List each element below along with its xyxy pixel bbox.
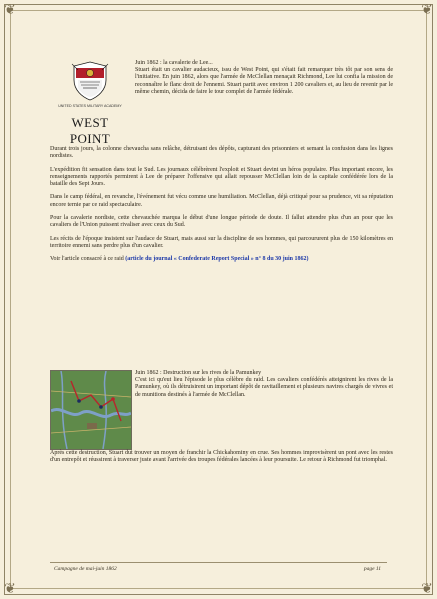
logo-brand-text: WEST POINT <box>69 115 111 146</box>
article-link[interactable]: (article du journal « Confederate Report Special » n° 8 du 30 juin 1862) <box>125 256 309 263</box>
intro-paragraph: Stuart était un cavalier audacieux, issu de West Point, qui s'était fait remarquer très tôt par son sens de l'initiative. En juin 1862, alors que l'armée de McClellan menaçait Richmond, Lee lui confia la mission de reconnaître le flanc droit de l'ennemi. Stuart partit avec environ 1 200 cavaliers et, au lieu de revenir par le même chemin, décida de faire le tour complet de l'armée fédérale. <box>135 67 393 95</box>
paragraph: Durant trois jours, la colonne chevaucha sans relâche, détruisant des dépôts, capturant des prisonniers et semant la confusion dans les lignes nordistes. <box>50 146 393 160</box>
raid-section <box>135 370 393 399</box>
paragraph: Les récits de l'époque insistent sur l'audace de Stuart, mais aussi sur la discipline de ses hommes, qui parcoururent plus de 150 kilomètres en territoire ennemi sans perdre plus d'un cavalier. <box>50 235 393 249</box>
corner-ornament-icon: ❦ <box>421 2 433 18</box>
footer-rule <box>50 562 387 563</box>
logo-org-text: UNITED STATES MILITARY ACADEMY <box>58 104 122 108</box>
corner-ornament-icon: ❦ <box>421 581 433 597</box>
section-text: C'est ici qu'eut lieu l'épisode le plus célèbre du raid. Les cavaliers confédérés atteignirent les rives de la Pamunkey, où ils détruisirent un important dépôt de ravitaillement et plusieurs navires chargés de vivres et de munitions destinés à l'armée de McClellan. <box>135 377 393 398</box>
paragraph: Dans le camp fédéral, en revanche, l'événement fut vécu comme une humiliation. McClellan, déjà critiqué pour sa prudence, vit sa réputation encore ternie par ce raid spectaculaire. <box>50 194 393 208</box>
corner-ornament-icon: ❦ <box>4 581 16 597</box>
intro-block <box>135 60 393 96</box>
paragraph: L'expédition fit sensation dans tout le Sud. Les journaux célébrèrent l'exploit et Stuart devint un héros populaire. Plus important encore, les renseignements rapportés permirent à Lee de préparer l'offensive qui allait repousser McClellan loin de la capitale confédérée lors de la bataille des Sept Jours. <box>50 166 393 188</box>
closing-paragraph: Après cette destruction, Stuart dut trouver un moyen de franchir la Chickahominy en crue. Ses hommes improvisèrent un pont avec les restes d'un entrepôt et réussirent à traverser juste avant l'arrivée des troupes fédérales lancées à leur poursuite. Le retour à Richmond fut triomphal. <box>50 450 393 464</box>
campaign-map <box>50 370 132 450</box>
footer-title: Campagne de mai-juin 1862 <box>54 566 117 572</box>
corner-ornament-icon: ❦ <box>4 2 16 18</box>
paragraph: Pour la cavalerie nordiste, cette chevauchée marqua le début d'une longue période de doute. Il fallut attendre plus d'un an pour que les cavaliers de l'Union puissent rivaliser avec ceux du Sud. <box>50 215 393 229</box>
shield-icon <box>70 60 110 102</box>
main-text <box>50 140 393 270</box>
header-line: Juin 1862 : la cavalerie de Lee... <box>135 60 213 66</box>
footer-page-number: page 11 <box>363 566 381 572</box>
map-icon <box>51 371 131 449</box>
section-heading: Juin 1862 : Destruction sur les rives de la Pamunkey <box>135 370 262 376</box>
citation-prefix: Voir l'article consacré à ce raid <box>50 256 124 263</box>
west-point-logo <box>50 60 130 146</box>
citation-paragraph <box>50 256 393 263</box>
